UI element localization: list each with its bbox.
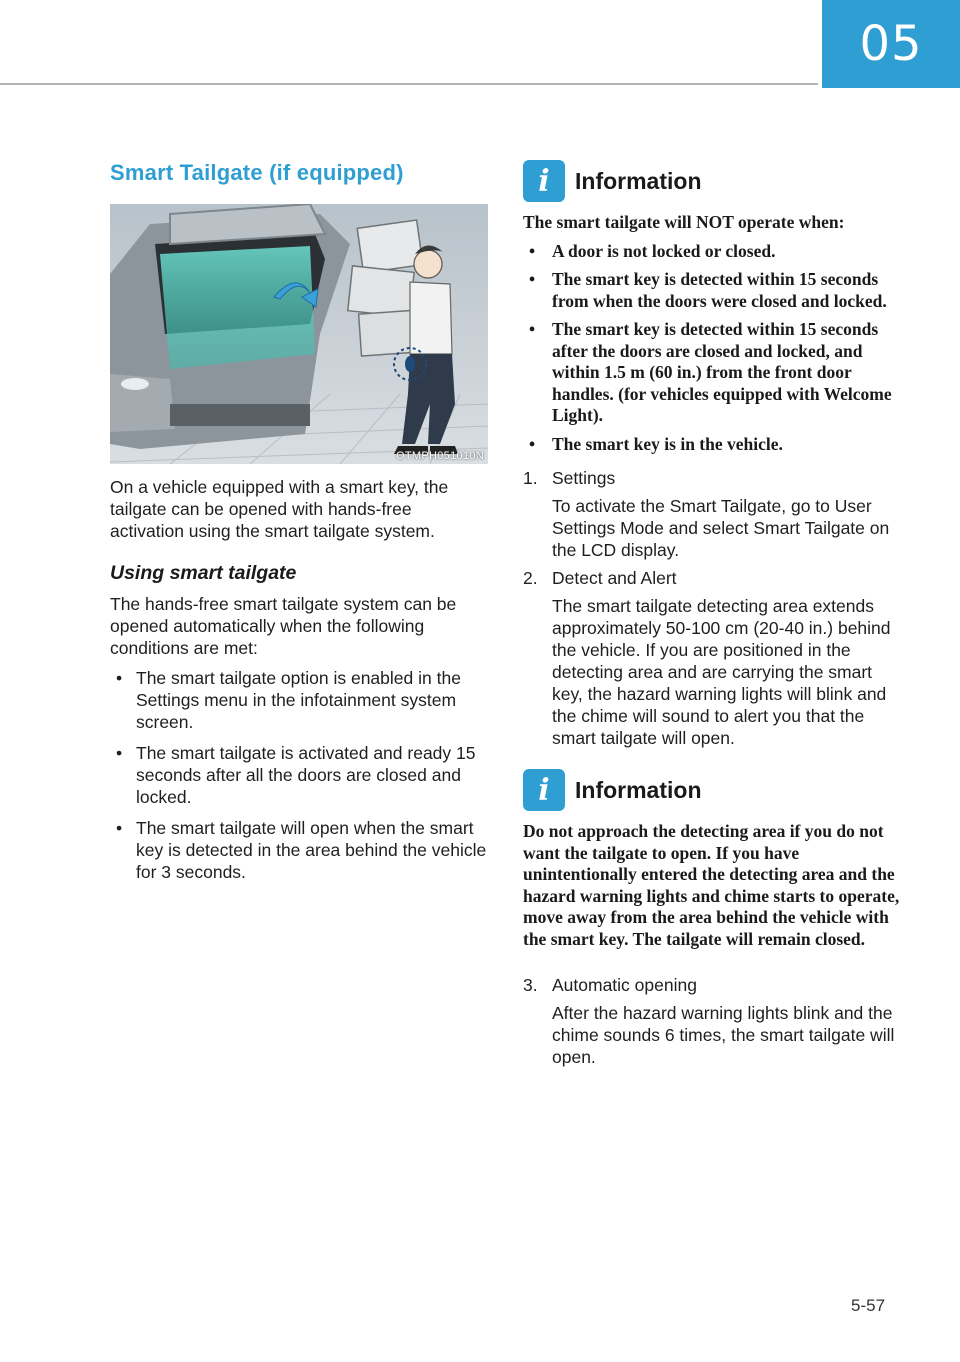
step-number: 3. [523,975,538,995]
info-header [523,769,907,811]
list-item: • The smart key is detected within 15 seconds from when the doors were closed and locked. [523,269,907,312]
subheading-using-smart-tailgate: Using smart tailgate [110,562,297,584]
step-item [523,974,907,1068]
step-item [523,567,907,749]
intro-paragraph: On a vehicle equipped with a smart key, the tailgate can be opened with hands-free activation using the smart tailgate system. [110,477,449,541]
step-title: Detect and Alert [552,568,677,588]
smart-tailgate-illustration [110,204,488,464]
step-title: Automatic opening [552,975,697,995]
section-title: Smart Tailgate (if equipped) [110,160,404,185]
step-number: 1. [523,468,538,488]
step-body: The smart tailgate detecting area extends approximately 50-100 cm (20-40 in.) behind the vehicle. If you are positioned in the detecting area and are carrying the smart key, the hazard warning lights will blink and the chime will sound to alert you that the smart tailgate will open. [552,596,891,748]
information-box-1 [523,160,907,455]
illustration-graphic [110,204,488,464]
chapter-number: 05 [859,16,923,72]
steps-list-a [523,467,907,749]
step-body: After the hazard warning lights blink and the chime sounds 6 times, the smart tailgate will open. [552,1003,895,1067]
list-item: • The smart tailgate option is enabled in the Settings menu in the infotainment system screen. [110,667,488,733]
step-item [523,467,907,561]
info-list [523,241,907,456]
info-text: Do not approach the detecting area if you do not want the tailgate to open. If you have unintentionally entered the detecting area and the hazard warning lights and chime starts to operate, move away from the area behind the vehicle with the smart key. The tailgate will remain closed. [523,821,900,949]
info-title: Information [575,167,702,194]
conditions-intro: The hands-free smart tailgate system can be opened automatically when the following conditions are met: [110,594,457,658]
info-icon: i [523,769,565,811]
left-column [110,160,488,892]
step-title: Settings [552,468,616,488]
chapter-tab [822,0,960,88]
list-item: • The smart tailgate is activated and ready 15 seconds after all the doors are closed and locked. [110,742,488,808]
info-header [523,160,907,202]
page-number: 5-57 [851,1296,886,1315]
list-item: • The smart tailgate will open when the smart key is detected in the area behind the vehicle for 3 seconds. [110,817,488,883]
list-item: • A door is not locked or closed. [523,241,907,263]
info-title: Information [575,776,702,803]
info-icon: i [523,160,565,202]
step-number: 2. [523,568,538,588]
info-lead: The smart tailgate will NOT operate when: [523,212,845,232]
list-item: • The smart key is detected within 15 seconds after the doors are closed and locked, and within 1.5 m (60 in.) from the front door handles. (for vehicles equipped with Welcome Light). [523,319,907,427]
figure-code: OTMPH051010N [396,450,484,462]
information-box-2 [523,769,907,950]
list-item: • The smart key is in the vehicle. [523,434,907,456]
conditions-list [110,667,488,883]
step-body: To activate the Smart Tailgate, go to User Settings Mode and select Smart Tailgate on the LCD display. [552,496,890,560]
steps-list-b [523,974,907,1068]
header-rule [0,83,818,85]
right-column [523,160,907,1074]
